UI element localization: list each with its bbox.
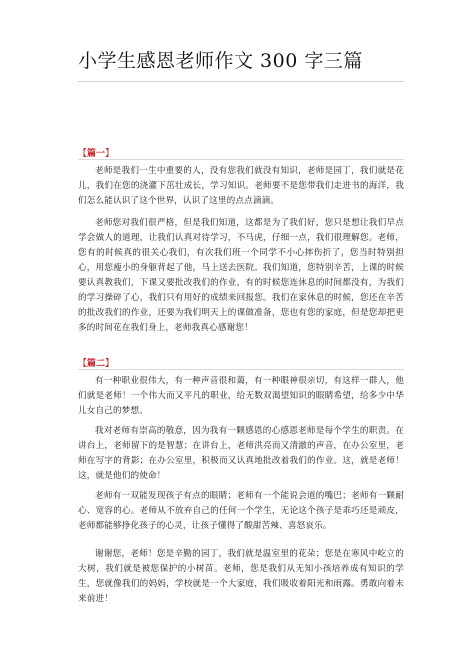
section-label-close: 】	[105, 359, 115, 369]
section-2-paragraph-2: 我对老师有崇高的敬意，因为我有一颗感恩的心感恩老师是每个学生的职责。在讲台上，老师留下的是智慧；在讲台上，老师洪亮而又清澈的声音，在办公室里，老师在写字的背影；在办公室里，积极而又认真地批改着我们的作业。这，就是老师！这，就是他们的使命！	[78, 426, 404, 481]
section-label-open: 【	[78, 149, 88, 159]
section-1-paragraph-1: 老师是我们一生中重要的人，没有您我们就没有知识，老师是园丁，我们就是花儿，我们在您的浇灌下茁壮成长，学习知识。老师要不是您带我们走进书的海洋，我们怎么能认识了这个世界，认识了这里的点点滴滴。	[78, 166, 404, 206]
section-label-1	[78, 146, 114, 159]
section-label-close: 】	[105, 149, 115, 159]
section-label-name: 篇一	[87, 149, 106, 159]
section-label-open: 【	[78, 359, 88, 369]
section-label-name: 篇二	[87, 359, 106, 369]
document-title: 小学生感恩老师作文 300 字三篇	[78, 50, 363, 72]
section-2-paragraph-3: 老师有一双能发现孩子有点的眼睛；老师有一个能说会道的嘴巴；老师有一颗耐心、宽容的心。老师从不放弃自己的任何一个学生，无论这个孩子是乖巧还是顽皮，老师都能够挣化孩子的心灵，让孩子懂得了酸甜苦辣、喜怒哀乐。	[78, 491, 404, 531]
section-2-paragraph-1: 有一种职业很伟大，有一种声音很和蔼，有一种眼神很亲切，有这样一群人，他们就是老师！一个伟大而又平凡的职业，给无数双渴望知识的眼睛希望，给多少中华儿女自己的梦想。	[78, 376, 404, 416]
section-2-paragraph-4: 谢谢您，老师！您是辛勤的园丁，我们就是温室里的花朵；您是在寒风中屹立的大树，我们就是被您保护的小树苗。老师，您是我们从无知小孩培养成有知识的学生，您就像我们的妈妈，学校就是一个大家庭，我们吸收着阳光和雨露。勇敢向着未来前进！	[78, 549, 404, 604]
section-divider-2	[78, 369, 404, 370]
section-1-paragraph-2: 老师您对我们很严格，但是我们知道，这都是为了我们好，您只是想让我们早点学会做人的道理，让我们认真对待学习，不马虎，仔细一点，我们很理解您。老师，您有的时候真的很关心我们，有次我们班一个同学不小心摔伤折了，您当时特别担心，用您瘦小的身躯背起了他，马上送去医院。我们知道，您特别辛苦，上课的时候要认真教我们，下课又要批改我们的作业，有的时候您连休息的时间都没有，为我们的学习操碎了心，我们只有用好的成绩来回报您。我们在家休息的时候，您还在辛苦的批改我们的作业，还要为我们明天上的课做准备，您也有您的家庭，但是您却把更多的时间花在我们身上，老师我真心感谢您！	[78, 218, 404, 333]
section-label-2	[78, 356, 114, 369]
section-divider-1	[78, 159, 404, 160]
title-divider	[78, 81, 404, 82]
